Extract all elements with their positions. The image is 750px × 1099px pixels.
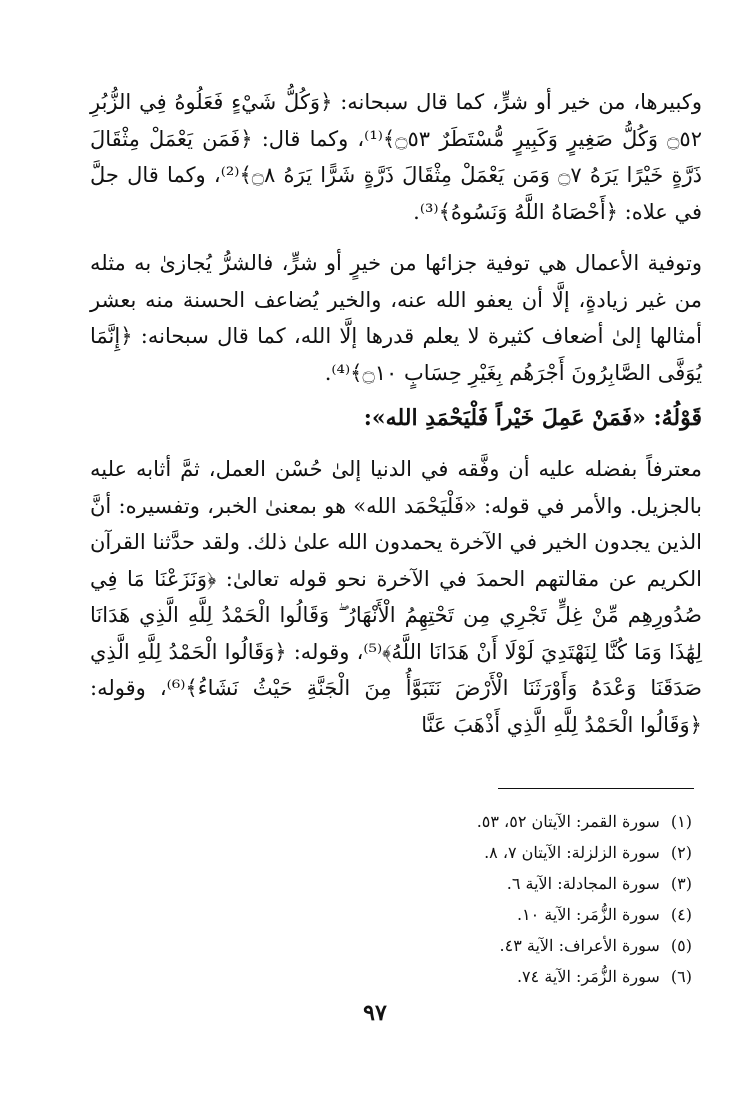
footnote-number: (٢) — [670, 843, 692, 862]
body-paragraph-2: وتوفية الأعمال هي توفية جزائها من خيرٍ أو شرٍّ، فالشرُّ يُجازىٰ به مثله من غير زيادةٍ، إلَّا أن يعفو الله عنه، والخير يُضاعف الحسنة منه بعشر أمثالها إلىٰ أضعاف كثيرة لا يعلم قدرها إلَّا الله، كما قال سبحانه: ﴿إِنَّمَا يُوَفَّى الصَّابِرُونَ أَجْرَهُم بِغَيْرِ حِسَابٍ ۝١٠﴾⁽⁴⁾. — [90, 251, 702, 385]
footnotes-list — [380, 806, 692, 992]
footnote-text: سورة الزلزلة: الآيتان ٧، ٨. — [484, 843, 660, 862]
body-paragraph-1: وكبيرها، من خير أو شرٍّ، كما قال سبحانه: ﴿وَكُلُّ شَيْءٍ فَعَلُوهُ فِي الزُّبُرِ ۝٥٢ وَكُلُّ صَغِيرٍ وَكَبِيرٍ مُّسْتَطَرٌ ۝٥٣﴾⁽¹⁾، وكما قال: ﴿فَمَن يَعْمَلْ مِثْقَالَ ذَرَّةٍ خَيْرًا يَرَهُ ۝٧ وَمَن يَعْمَلْ مِثْقَالَ ذَرَّةٍ شَرًّا يَرَهُ ۝٨﴾⁽²⁾، وكما قال جلَّ في علاه: ﴿أَحْصَاهُ اللَّهُ وَنَسُوهُ﴾⁽³⁾. — [90, 90, 702, 224]
footnote-divider — [498, 788, 694, 789]
footnote-number: (١) — [670, 812, 692, 831]
footnote-number: (٤) — [670, 905, 692, 924]
footnote-number: (٦) — [670, 967, 692, 986]
footnote-item — [380, 899, 692, 930]
footnote-item — [380, 930, 692, 961]
footnote-text: سورة القمر: الآيتان ٥٢، ٥٣. — [476, 812, 660, 831]
footnote-item — [380, 868, 692, 899]
page-body — [90, 84, 702, 743]
footnote-number: (٣) — [670, 874, 692, 893]
footnote-item — [380, 837, 692, 868]
section-heading: قَوْلُهُ: «فَمَنْ عَمِلَ خَيْراً فَلْيَحْمَدِ الله»: — [363, 405, 702, 431]
footnote-number: (٥) — [670, 936, 692, 955]
body-paragraph-3: معترفاً بفضله عليه أن وفَّقه في الدنيا إلىٰ حُسْن العمل، ثمَّ أثابه عليه بالجزيل. والأمر في قوله: «فَلْيَحْمَد الله» هو بمعنىٰ الخبر، وتفسيره: أنَّ الذين يجدون الخير في الآخرة يحمدون الله علىٰ ذلك. ولقد حدَّثنا القرآن الكريم عن مقالتهم الحمدَ في الآخرة نحو قوله تعالىٰ: ﴿وَنَزَعْنَا مَا فِي صُدُورِهِم مِّنْ غِلٍّ تَجْرِي مِن تَحْتِهِمُ الْأَنْهَارُ ۖ وَقَالُوا الْحَمْدُ لِلَّهِ الَّذِي هَدَانَا لِهَٰذَا وَمَا كُنَّا لِنَهْتَدِيَ لَوْلَا أَنْ هَدَانَا اللَّهُ﴾⁽⁵⁾، وقوله: ﴿وَقَالُوا الْحَمْدُ لِلَّهِ الَّذِي صَدَقَنَا وَعْدَهُ وَأَوْرَثَنَا الْأَرْضَ نَتَبَوَّأُ مِنَ الْجَنَّةِ حَيْثُ نَشَاءُ﴾⁽⁶⁾، وقوله: ﴿وَقَالُوا الْحَمْدُ لِلَّهِ الَّذِي أَذْهَبَ عَنَّا — [90, 457, 702, 737]
footnote-item — [380, 961, 692, 992]
footnote-item — [380, 806, 692, 837]
footnote-text: سورة الزُّمَر: الآية ٧٤. — [516, 967, 660, 986]
footnote-text: سورة المجادلة: الآية ٦. — [506, 874, 660, 893]
footnote-text: سورة الأعراف: الآية ٤٣. — [499, 936, 660, 955]
footnote-text: سورة الزُّمَر: الآية ١٠. — [516, 905, 660, 924]
page-number: ٩٧ — [363, 1000, 387, 1026]
